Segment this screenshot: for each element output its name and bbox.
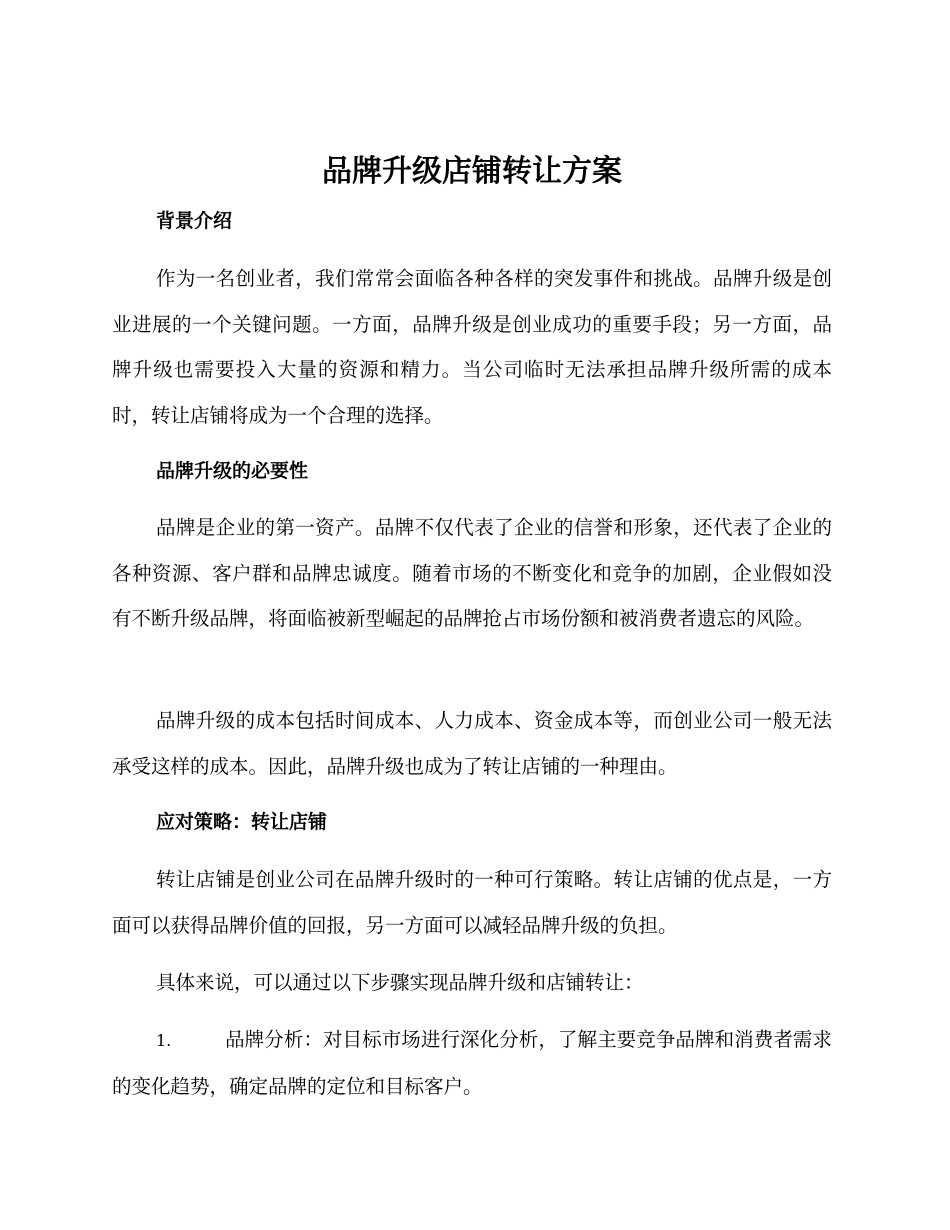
section-heading-background: 背景介绍 [156, 210, 233, 232]
list-item [112, 1017, 832, 1109]
list-item-text: 品牌分析：对目标市场进行深化分析，了解主要竞争品牌和消费者需求的变化趋势，确定品牌的定位和目标客户。 [112, 1028, 832, 1098]
list-item-number: 1. [156, 1031, 172, 1050]
paragraph-background: 作为一名创业者，我们常常会面临各种各样的突发事件和挑战。品牌升级是创业进展的一个关键问题。一方面，品牌升级是创业成功的重要手段；另一方面，品牌升级也需要投入大量的资源和精力。当公司临时无法承担品牌升级所需的成本时，转让店铺将成为一个合理的选择。 [112, 267, 832, 427]
document-title: 品牌升级店铺转让方案 [322, 154, 622, 189]
paragraph-necessity-2: 品牌升级的成本包括时间成本、人力成本、资金成本等，而创业公司一般无法承受这样的成本。因此，品牌升级也成为了转让店铺的一种理由。 [112, 709, 832, 778]
section-heading-necessity: 品牌升级的必要性 [156, 460, 309, 482]
paragraph-strategy-1: 转让店铺是创业公司在品牌升级时的一种可行策略。转让店铺的优点是，一方面可以获得品牌价值的回报，另一方面可以减轻品牌升级的负担。 [112, 868, 832, 937]
paragraph-necessity-1: 品牌是企业的第一资产。品牌不仅代表了企业的信誉和形象，还代表了企业的各种资源、客户群和品牌忠诚度。随着市场的不断变化和竞争的加剧，企业假如没有不断升级品牌，将面临被新型崛起的品牌抢占市场份额和被消费者遗忘的风险。 [112, 516, 832, 630]
paragraph-strategy-2: 具体来说，可以通过以下步骤实现品牌升级和店铺转让： [156, 971, 644, 994]
section-heading-strategy: 应对策略：转让店铺 [156, 811, 328, 833]
